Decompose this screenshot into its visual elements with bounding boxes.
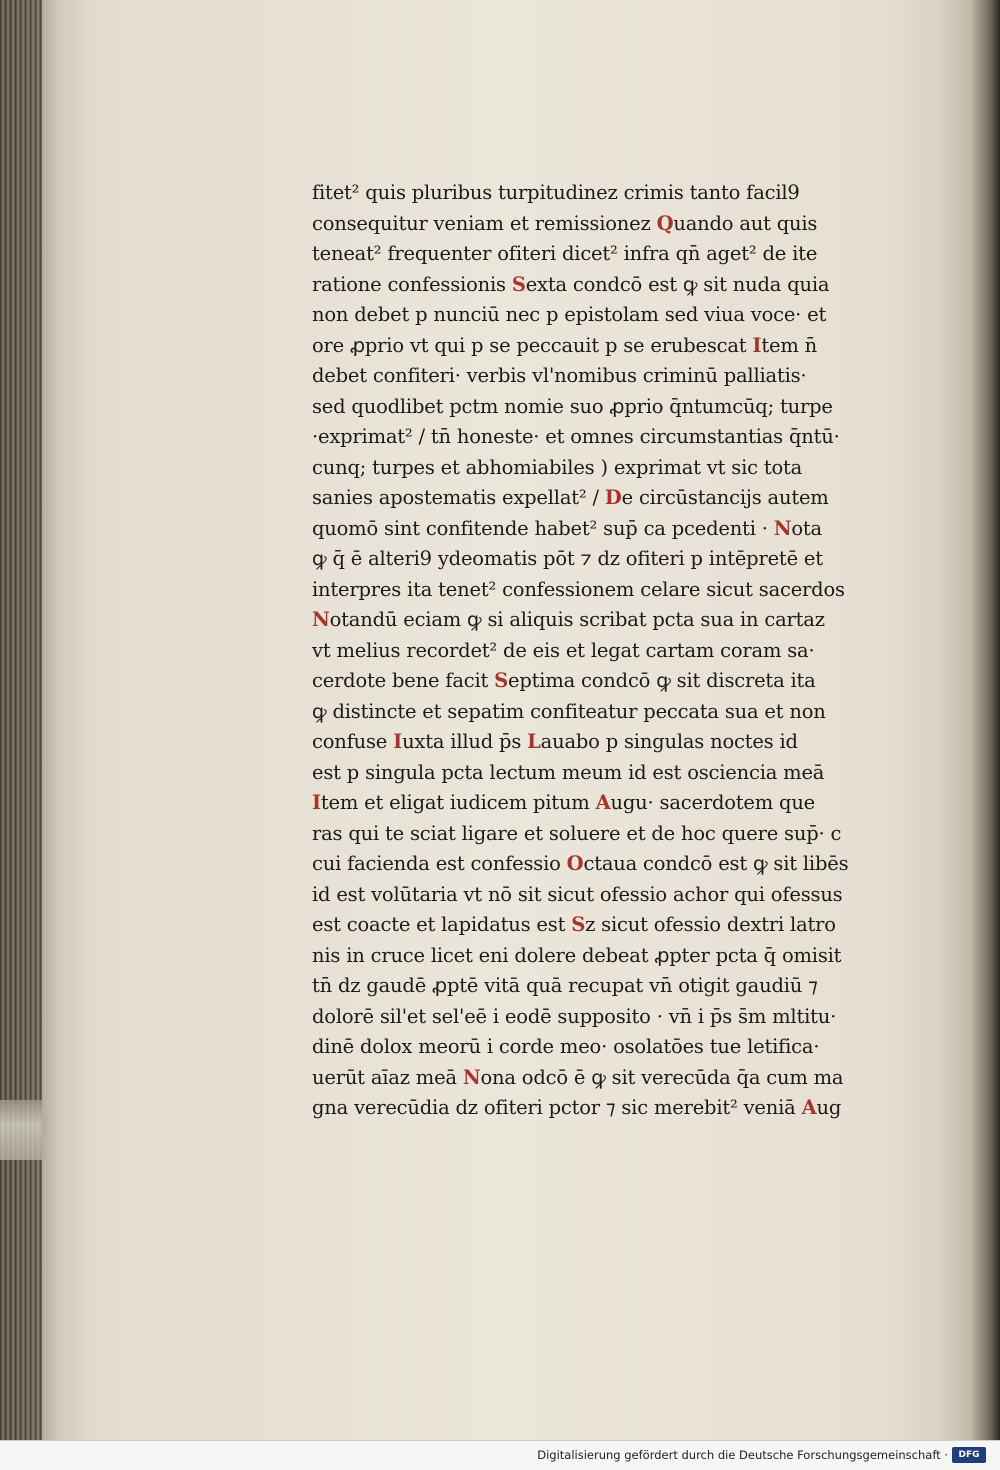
- text-line: [312, 1032, 902, 1063]
- text-segment: ꝙ distincte et sepatim confiteatur peccata sua et non: [312, 699, 826, 723]
- rubricated-initial: A: [801, 1096, 817, 1119]
- text-segment: uxta illud p̄s: [402, 730, 528, 753]
- text-segment: teneat² frequenter ofiteri dicet² infra qn̄ aget² de ite: [312, 242, 818, 265]
- text-line: [312, 941, 902, 972]
- text-line: [312, 1093, 902, 1124]
- text-segment: quomō sint confitende habet² sup̄ ca pcedenti ·: [312, 516, 774, 540]
- incunable-text-block: [312, 178, 902, 1138]
- rubricated-initial: N: [312, 608, 330, 631]
- text-line: [312, 178, 902, 209]
- text-line: [312, 300, 902, 331]
- text-segment: interpres ita tenet² confessionem celare sicut sacerdos: [312, 577, 845, 601]
- rubricated-initial: S: [511, 272, 526, 296]
- text-line: [312, 422, 902, 453]
- text-segment: exta condcō est ꝙ sit nuda quia: [525, 272, 830, 296]
- text-segment: dolorē sil'et sel'eē i eodē supposito · vn̄ i p̄s s̄m mltitu·: [312, 1004, 837, 1028]
- text-segment: otandū eciam ꝙ si aliquis scribat pcta sua in cartaz: [329, 608, 825, 631]
- text-segment: ug: [816, 1096, 842, 1119]
- text-line: [312, 1002, 902, 1033]
- text-line: [312, 788, 902, 819]
- text-line: [312, 605, 902, 636]
- text-segment: z sicut ofessio dextri latro: [585, 913, 836, 936]
- text-segment: tn̄ dz gaudē ꝓptē vitā quā recupat vn̄ otigit gaudiū ⁊: [312, 974, 818, 997]
- text-line: [312, 544, 902, 575]
- rubricated-initial: I: [393, 730, 403, 753]
- text-segment: est p singula pcta lectum meum id est osciencia meā: [312, 760, 825, 784]
- text-segment: confuse: [312, 730, 394, 753]
- text-segment: nis in cruce licet eni dolere debeat ꝓpter pcta q̄ omisit: [312, 943, 842, 967]
- text-line: [312, 270, 902, 301]
- text-segment: est coacte et lapidatus est: [312, 913, 572, 936]
- text-segment: consequitur veniam et remissionez: [312, 211, 657, 235]
- rubricated-initial: N: [773, 516, 792, 540]
- text-segment: eptima condcō ꝙ sit discreta ita: [508, 669, 816, 692]
- book-page-edges: [0, 0, 42, 1470]
- text-segment: ·exprimat² / tn̄ honeste· et omnes circumstantias q̄ntū·: [312, 425, 840, 448]
- text-segment: tem et eligat iudicem pitum: [320, 791, 596, 814]
- rubricated-initial: Q: [656, 211, 674, 235]
- text-line: [312, 483, 902, 514]
- text-segment: cui facienda est confessio: [312, 852, 567, 875]
- text-segment: dinē dolox meorū i corde meo· osolatōes tue letifica·: [312, 1035, 820, 1058]
- text-line: [312, 361, 902, 392]
- text-segment: tem n̄: [761, 333, 817, 357]
- text-line: [312, 666, 902, 697]
- text-line: [312, 636, 902, 667]
- text-segment: id est volūtaria vt nō sit sicut ofessio achor qui ofessus: [312, 882, 843, 906]
- text-line: [312, 910, 902, 941]
- text-line: [312, 331, 902, 362]
- text-segment: ctaua condcō est ꝙ sit libēs: [583, 852, 849, 875]
- dfg-logo-label: DFG: [958, 1450, 980, 1460]
- text-segment: sed quodlibet pctm nomie suo ꝓprio q̄ntumcūq; turpe: [312, 394, 833, 418]
- rubricated-initial: O: [566, 852, 584, 875]
- text-line: [312, 697, 902, 728]
- rubricated-initial: L: [527, 730, 541, 753]
- text-line: [312, 880, 902, 911]
- text-segment: ore ꝓprio vt qui p se peccauit p se erubescat: [312, 333, 753, 357]
- text-segment: cerdote bene facit: [312, 669, 495, 692]
- footer-credit-text: Digitalisierung gefördert durch die Deutsche Forschungsgemeinschaft ·: [537, 1448, 948, 1462]
- book-page-edge-highlight: [0, 1100, 42, 1160]
- text-segment: fitet² quis pluribus turpitudinez crimis tanto facil9: [312, 181, 800, 204]
- text-line: [312, 849, 902, 880]
- rubricated-initial: I: [312, 791, 321, 814]
- rubricated-initial: A: [595, 791, 611, 814]
- text-segment: ras qui te sciat ligare et soluere et de hoc quere sup̄· c: [312, 821, 842, 845]
- text-segment: auabo p singulas noctes id: [540, 730, 798, 753]
- text-line: [312, 758, 902, 789]
- text-segment: debet confiteri· verbis vl'nomibus criminū palliatis·: [312, 364, 807, 387]
- text-segment: cunq; turpes et abhomiabiles ) exprimat vt sic tota: [312, 455, 803, 479]
- text-segment: uerūt aīaz meā: [312, 1065, 463, 1089]
- text-line: [312, 209, 902, 240]
- text-line: [312, 819, 902, 850]
- dfg-logo-icon: [952, 1447, 986, 1463]
- text-segment: ona odcō ē ꝙ sit verecūda q̄a cum ma: [480, 1065, 844, 1089]
- rubricated-initial: D: [604, 486, 622, 509]
- text-segment: ratione confessionis: [312, 272, 512, 296]
- text-segment: gna verecūdia dz ofiteri pctor ⁊ sic merebit² veniā: [312, 1096, 802, 1119]
- text-segment: sanies apostematis expellat² /: [312, 486, 605, 509]
- rubricated-initial: N: [462, 1065, 481, 1089]
- text-segment: non debet p nunciū nec p epistolam sed viua voce· et: [312, 303, 827, 326]
- text-segment: ota: [791, 516, 822, 540]
- text-segment: ꝙ q̄ ē alteri9 ydeomatis pōt ⁊ dz ofiteri p intēpretē et: [312, 547, 823, 570]
- text-line: [312, 727, 902, 758]
- text-segment: uando aut quis: [673, 211, 818, 235]
- text-segment: e circūstancijs autem: [621, 486, 829, 509]
- rubricated-initial: I: [752, 333, 762, 357]
- text-segment: vt melius recordet² de eis et legat cartam coram sa·: [312, 638, 815, 662]
- text-line: [312, 514, 902, 545]
- text-line: [312, 971, 902, 1002]
- rubricated-initial: S: [494, 669, 509, 692]
- text-line: [312, 453, 902, 484]
- text-line: [312, 575, 902, 606]
- digitization-footer: [0, 1440, 1000, 1470]
- rubricated-initial: S: [571, 913, 586, 936]
- text-segment: ugu· sacerdotem que: [610, 791, 816, 814]
- text-line: [312, 1063, 902, 1094]
- text-line: [312, 392, 902, 423]
- text-line: [312, 239, 902, 270]
